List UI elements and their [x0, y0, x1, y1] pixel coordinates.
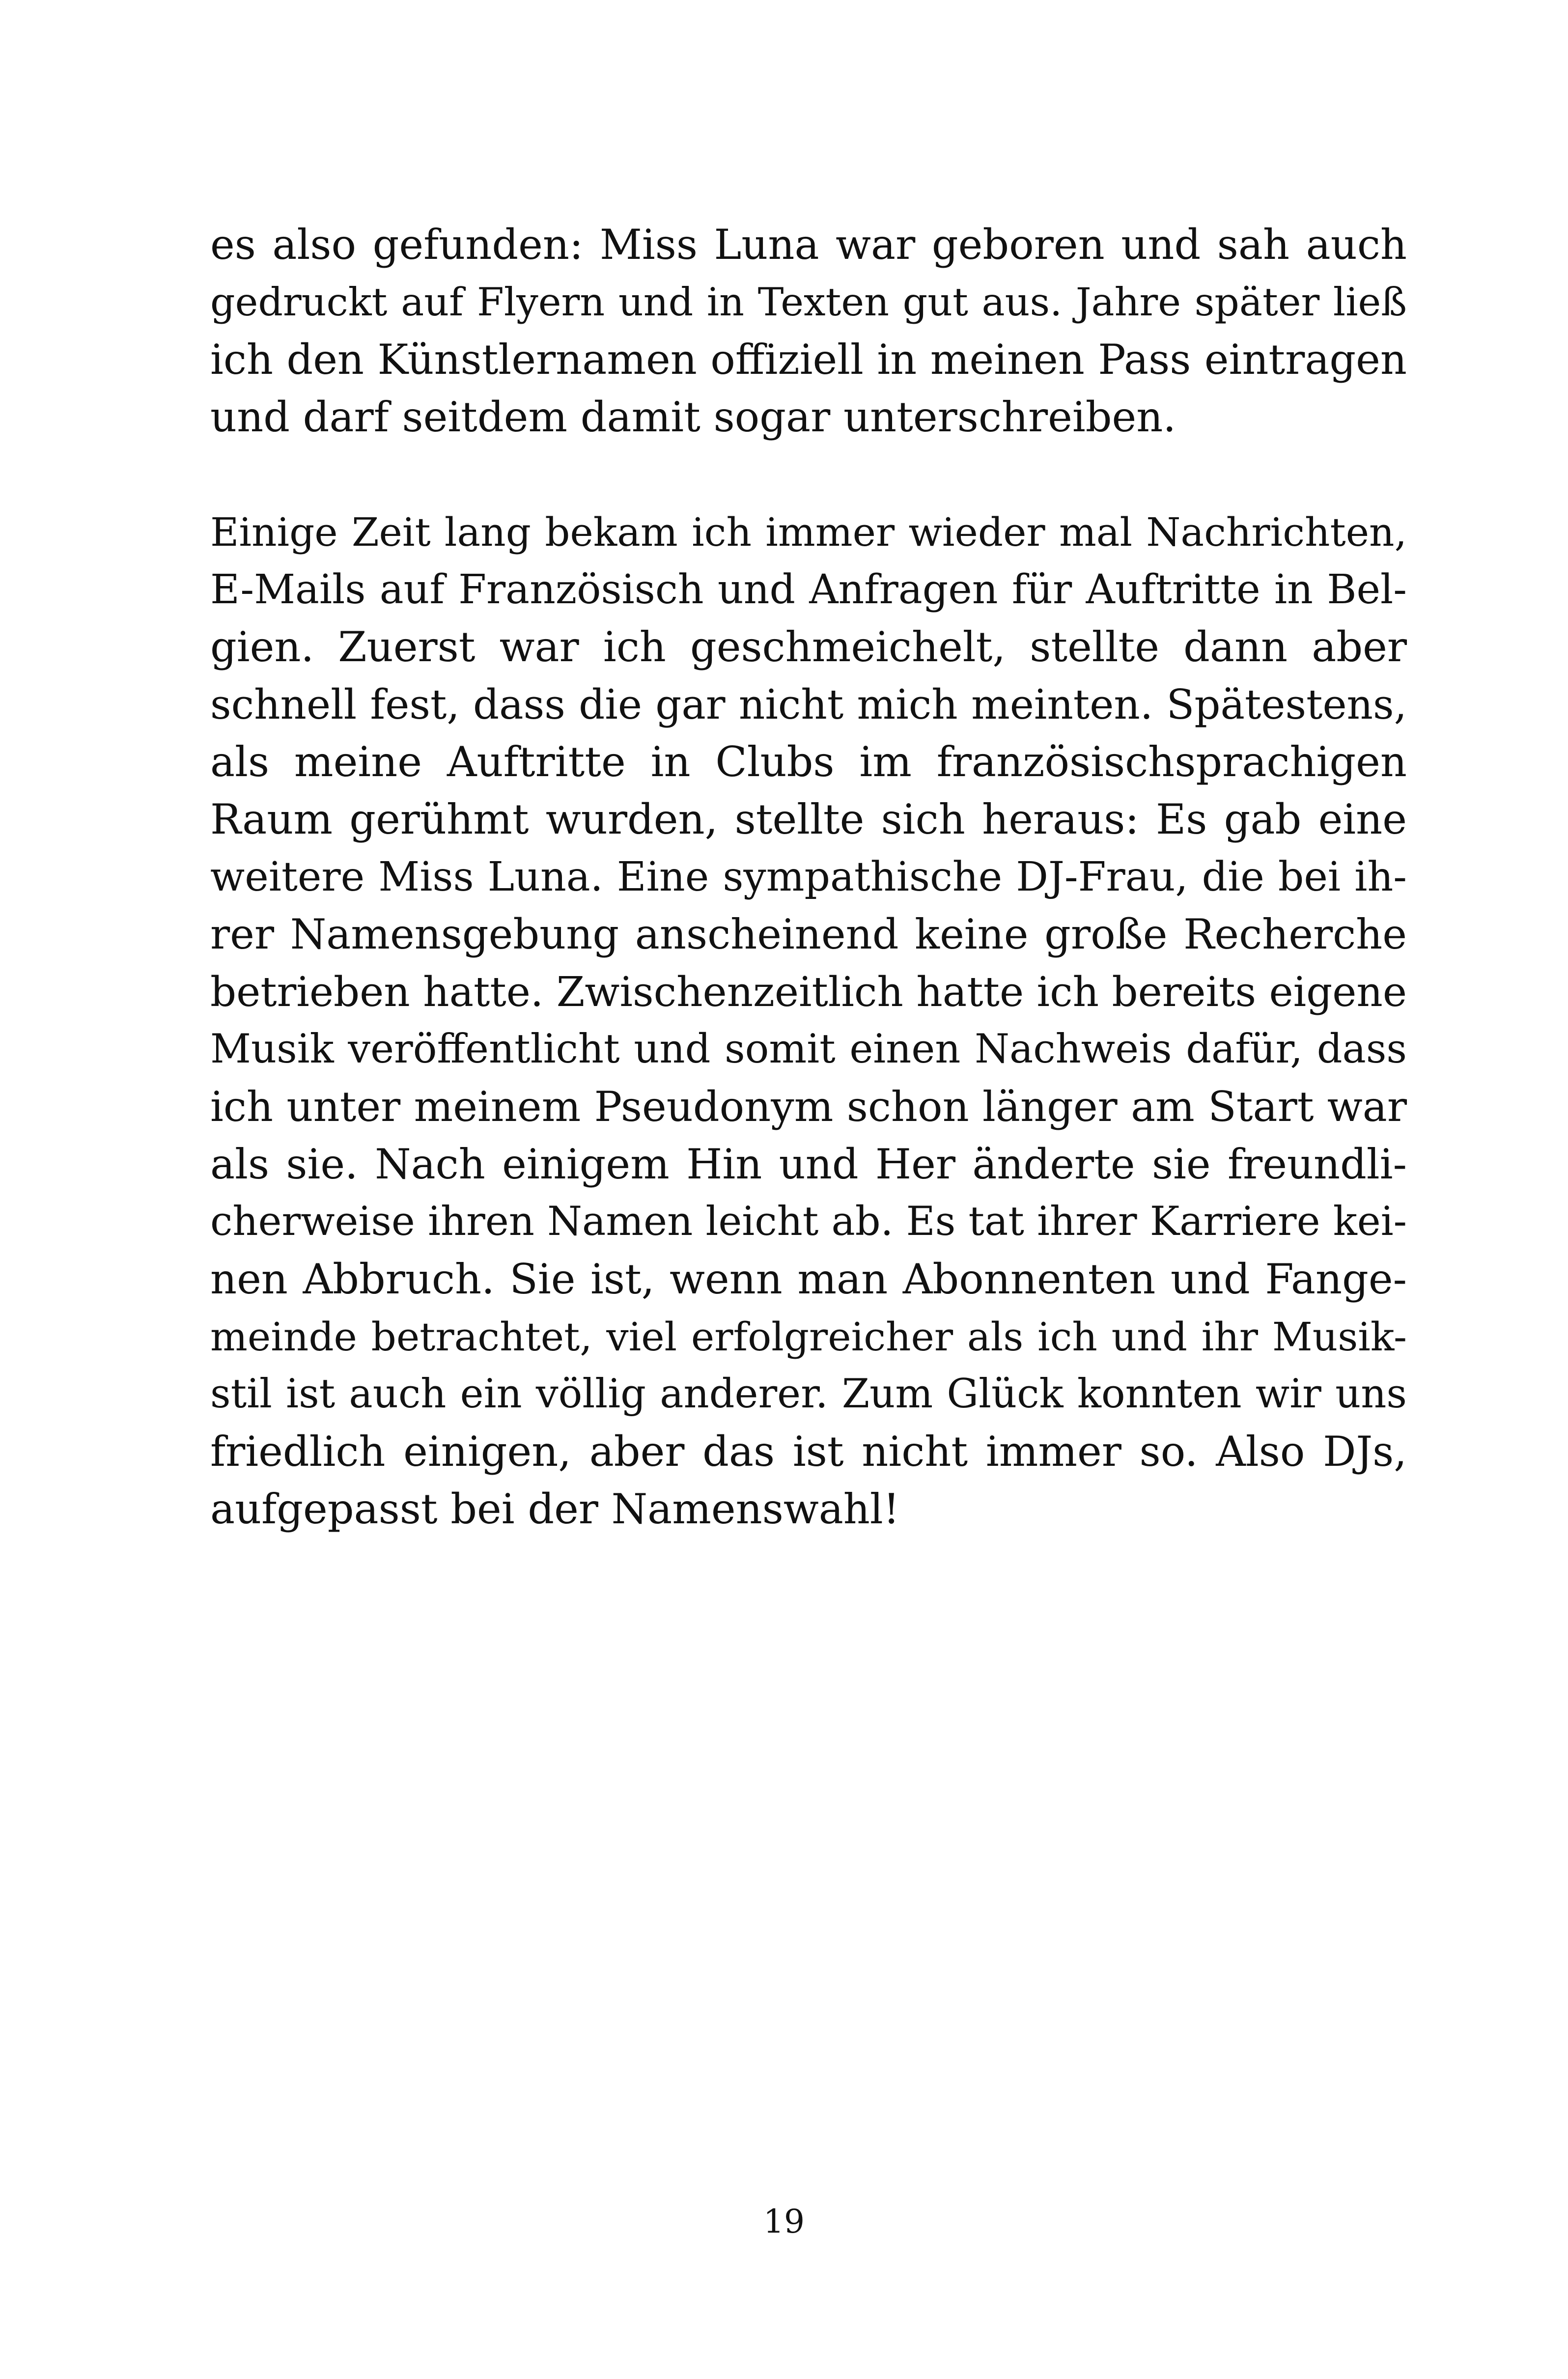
page-number: 19 — [763, 2203, 805, 2240]
text-line: meinde betrachtet, viel erfolgreicher als ich und ihr Musik- — [210, 1314, 1407, 1360]
text-line: Raum gerühmt wurden, stellte sich heraus: Es gab eine — [210, 795, 1407, 843]
text-line: es also gefunden: Miss Luna war geboren und sah auch — [210, 221, 1407, 269]
text-line: betrieben hatte. Zwischenzeitlich hatte ich bereits eigene — [210, 968, 1407, 1016]
text-line: nen Abbruch. Sie ist, wenn man Abonnenten und Fange- — [210, 1255, 1407, 1303]
text-line: E-Mails auf Französisch und Anfragen für Auftritte in Bel- — [210, 566, 1407, 613]
paragraph-gap — [210, 446, 1407, 504]
text-line: stil ist auch ein völlig anderer. Zum Glück konnten wir uns — [210, 1371, 1407, 1417]
paragraph-2 — [210, 504, 1407, 1538]
body-text — [210, 216, 1407, 1538]
text-line: cherweise ihren Namen leicht ab. Es tat ihrer Karriere kei- — [210, 1199, 1407, 1245]
text-line: als meine Auftritte in Clubs im französischsprachigen — [210, 738, 1407, 786]
text-line: schnell fest, dass die gar nicht mich meinten. Spätestens, — [210, 681, 1407, 728]
text-line: weitere Miss Luna. Eine sympathische DJ-Frau, die bei ih- — [210, 854, 1407, 900]
text-line: rer Namensgebung anscheinend keine große Recherche — [210, 910, 1407, 958]
text-line: und darf seitdem damit sogar unterschreiben. — [210, 393, 1176, 441]
text-line: Einige Zeit lang bekam ich immer wieder mal Nachrichten, — [210, 509, 1407, 555]
text-line: friedlich einigen, aber das ist nicht immer so. Also DJs, — [210, 1427, 1407, 1476]
text-line: gien. Zuerst war ich geschmeichelt, stellte dann aber — [210, 623, 1407, 671]
text-line: Musik veröffentlicht und somit einen Nachweis dafür, dass — [210, 1026, 1407, 1072]
text-line: ich unter meinem Pseudonym schon länger am Start war — [210, 1083, 1407, 1131]
text-line: gedruckt auf Flyern und in Texten gut aus. Jahre später ließ — [210, 280, 1407, 325]
text-line: aufgepasst bei der Namenswahl! — [210, 1485, 900, 1533]
paragraph-1 — [210, 216, 1407, 446]
text-line: ich den Künstlernamen offiziell in meinen Pass eintragen — [210, 336, 1407, 384]
text-line: als sie. Nach einigem Hin und Her änderte sie freundli- — [210, 1140, 1407, 1188]
